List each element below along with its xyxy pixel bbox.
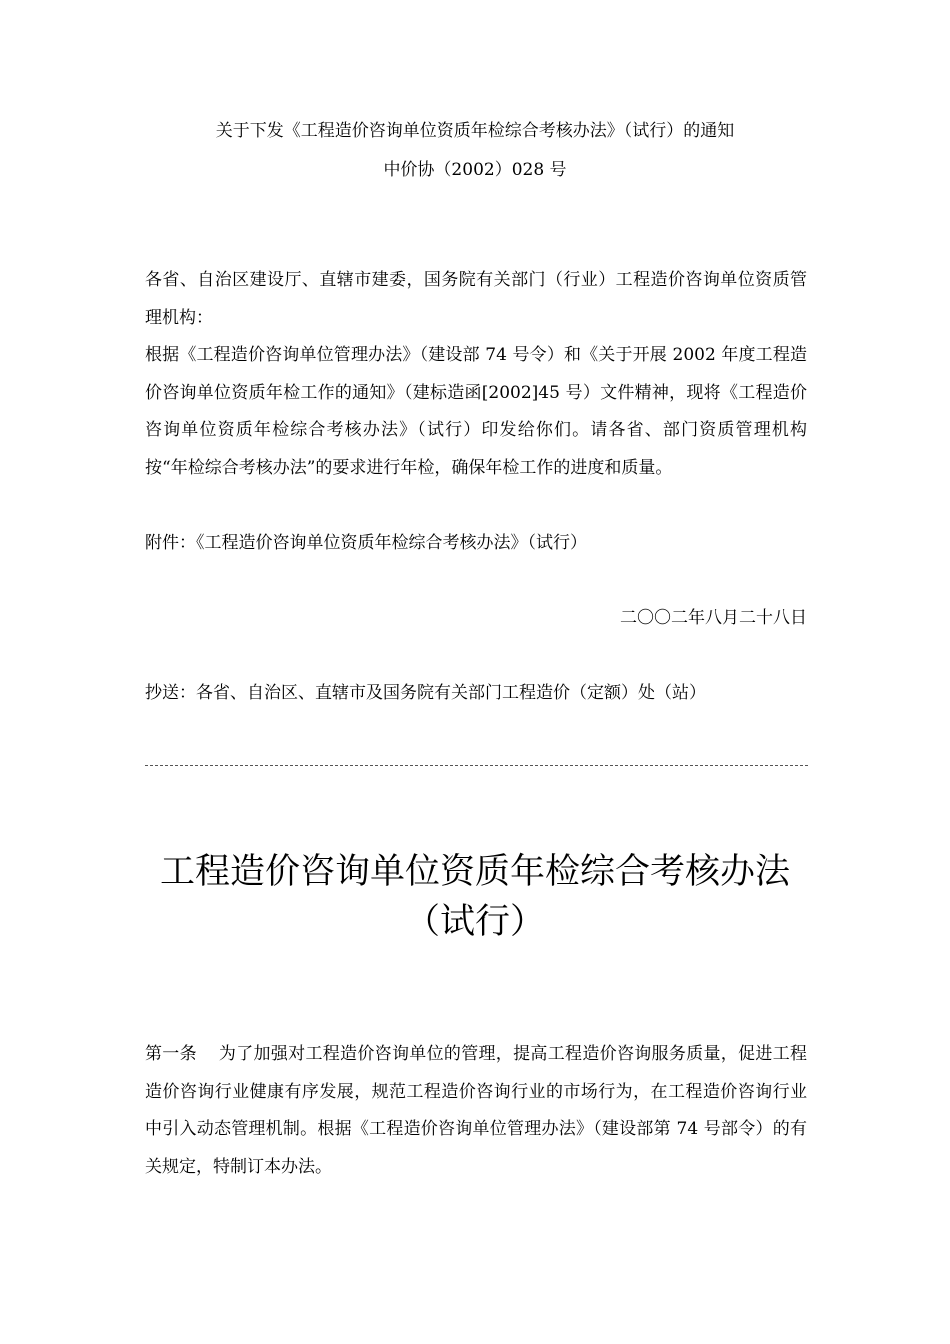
document-title: 工程造价咨询单位资质年检综合考核办法 <box>159 852 790 892</box>
addressee: 各省、自治区建设厅、直辖市建委，国务院有关部门（行业）工程造价咨询单位资质管理机构： <box>145 270 807 328</box>
issue-date: 二〇〇二年八月二十八日 <box>620 608 807 628</box>
document-number: 中价协（2002）028 号 <box>383 160 567 180</box>
notice-paragraph: 根据《工程造价咨询单位管理办法》（建设部 74 号令）和《关于开展 2002 年度工程造价咨询单位资质年检工作的通知》（建标造函[2002]45 号）文件精神，现将《工程造价咨询单位资质年检综合考核办法》（试行）印发给你们。请各省、部门资质管理机构按“年检综合考核办法”的要求进行年检，确保年检工作的进度和质量。 <box>145 345 807 478</box>
divider-line <box>145 765 808 766</box>
notice-title: 关于下发《工程造价咨询单位资质年检综合考核办法》（试行）的通知 <box>215 121 735 141</box>
cc-line: 抄送：各省、自治区、直辖市及国务院有关部门工程造价（定额）处（站） <box>145 683 706 703</box>
article-1 <box>145 1036 807 1186</box>
attachment-line: 附件：《工程造价咨询单位资质年检综合考核办法》（试行） <box>145 533 587 553</box>
article-label: 第一条 <box>145 1044 197 1064</box>
document-subtitle: （试行） <box>404 902 545 942</box>
article-text: 为了加强对工程造价咨询单位的管理，提高工程造价咨询服务质量，促进工程造价咨询行业健康有序发展，规范工程造价咨询行业的市场行为，在工程造价咨询行业中引入动态管理机制。根据《工程造价咨询单位管理办法》（建设部第 74 号部令）的有关规定，特制订本办法。 <box>145 1044 808 1177</box>
